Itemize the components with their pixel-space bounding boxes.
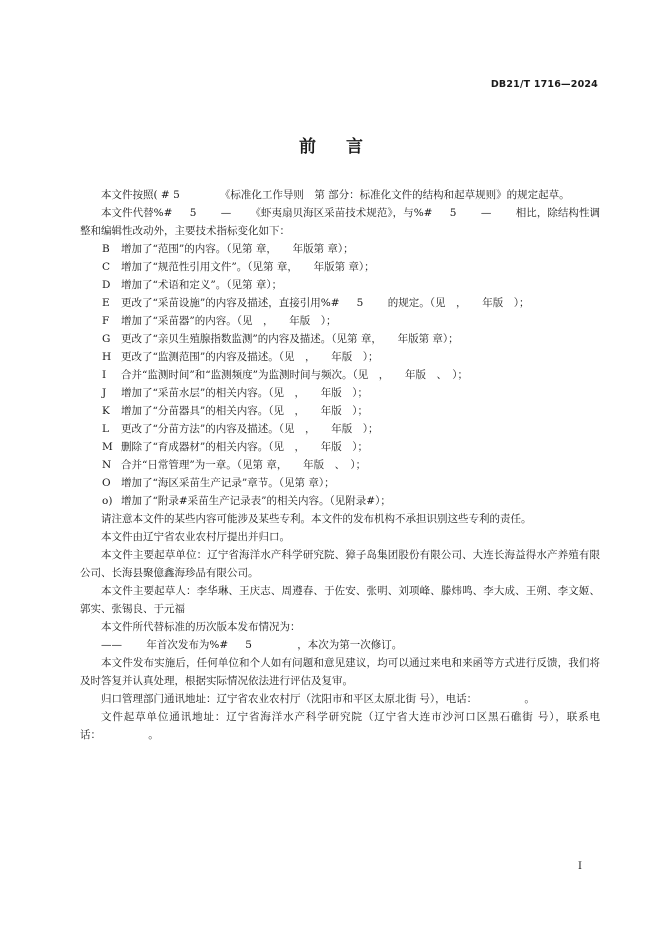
page-title: 前言 [299,137,393,157]
intro-paragraph: 本文件按照( # 5 《标准化工作导则 第 部分：标准化文件的结构和起草规则》的规定起草。 [101,189,570,201]
list-item-text: 合并“监测时间”和“监测频度”为监测时间与频次。（见 ， 年版 、 ）； [121,369,468,381]
history-item: —— 年首次发布为%# 5 ，本次为第一次修订。 [101,639,403,651]
list-item [80,330,600,348]
list-item [80,294,600,312]
list-item-key: N [102,459,112,471]
list-item-key: D [102,279,111,291]
list-item-text: 删除了“育成器材”的相关内容。（见 ， 年版 ）； [121,441,368,453]
list-item-key: G [102,333,111,345]
list-item [80,276,600,294]
list-item-key: M [102,441,113,453]
list-item-text: 增加了“海区采苗生产记录”章节。（见第 章）； [121,477,335,489]
list-item-text: 增加了“采苗水层”的相关内容。（见 ， 年版 ）； [121,387,368,399]
list-item [80,438,600,456]
list-item-key: C [102,261,111,273]
proposer-statement: 本文件由辽宁省农业农村厅提出并归口。 [101,531,290,543]
drafter-address: 文件起草单位通讯地址：辽宁省海洋水产科学研究院（辽宁省大连市沙河口区黑石礁街 号），联系电话： 。 [80,711,600,741]
drafting-units: 本文件主要起草单位：辽宁省海洋水产科学研究院、獐子岛集团股份有限公司、大连长海益得水产养殖有限公司、长海县聚億鑫海珍品有限公司。 [80,549,600,579]
list-item-key: o) [102,495,113,507]
list-item [80,348,600,366]
list-item-key: F [102,315,110,327]
authority-address: 归口管理部门通讯地址：辽宁省农业农村厅（沈阳市和平区太原北街 号），电话： 。 [101,693,535,705]
list-item-text: 更改了“监测范围”的内容及描述。（见 ， 年版 ）； [121,351,379,363]
list-item-text: 更改了“亲贝生殖腺指数监测”的内容及描述。（见第 章， 年版第 章）； [121,333,459,345]
drafters: 本文件主要起草人：李华琳、王庆志、周遵春、于佐安、张明、刘项峰、滕炜鸣、李大成、王朔、李文姬、郭实、张锡良、于元福 [80,585,600,615]
intro-paragraph: 本文件代替%# 5 — 《虾夷扇贝海区采苗技术规范》，与%# 5 — 相比，除结构性调整和编辑性改动外，主要技术指标变化如下： [80,207,600,237]
list-item-text: 增加了“范围”的内容。（见第 章， 年版第 章）； [121,243,354,255]
list-item-key: O [102,477,111,489]
list-item-key: K [102,405,110,417]
list-item-key: E [102,297,110,309]
list-item [80,492,600,510]
page-number: I [578,861,582,872]
list-item-text: 增加了“附录#采苗生产记录表”的相关内容。（见附录#）； [121,495,391,507]
list-item [80,420,600,438]
list-item-text: 增加了“规范性引用文件”。（见第 章， 年版第 章）； [121,261,375,273]
list-item-key: I [102,369,107,381]
list-item-key: B [102,243,110,255]
list-item-key: J [102,387,107,399]
list-item [80,240,600,258]
list-item-text: 更改了“采苗设施”的内容及描述，直接引用%# 5 的规定。（见 ， 年版 ）； [121,297,530,309]
standard-code: DB21/T 1716—2024 [490,79,598,90]
list-item [80,402,600,420]
list-item [80,312,600,330]
patent-notice: 请注意本文件的某些内容可能涉及某些专利。本文件的发布机构不承担识别这些专利的责任。 [101,513,532,525]
document-body [80,186,600,744]
list-item-key: H [102,351,112,363]
history-heading: 本文件所代替标准的历次版本发布情况为： [101,621,301,633]
list-item-text: 合并“日常管理”为一章。（见第 章， 年版 、 ）； [121,459,367,471]
list-item-text: 增加了“术语和定义”。（见第 章）； [121,279,283,291]
list-item-text: 更改了“分苗方法”的内容及描述。（见 ， 年版 ）； [121,423,379,435]
list-item [80,258,600,276]
list-item-text: 增加了“采苗器”的内容。（见 ， 年版 ）； [121,315,337,327]
list-item-key: L [102,423,109,435]
change-list [80,240,600,510]
list-item [80,366,600,384]
feedback-statement: 本文件发布实施后，任何单位和个人如有问题和意见建议，均可以通过来电和来函等方式进行反馈，我们将及时答复并认真处理，根据实际情况依法进行评估及复审。 [80,657,600,687]
list-item [80,456,600,474]
list-item [80,474,600,492]
list-item-text: 增加了“分苗器具”的相关内容。（见 ， 年版 ）； [121,405,368,417]
list-item [80,384,600,402]
